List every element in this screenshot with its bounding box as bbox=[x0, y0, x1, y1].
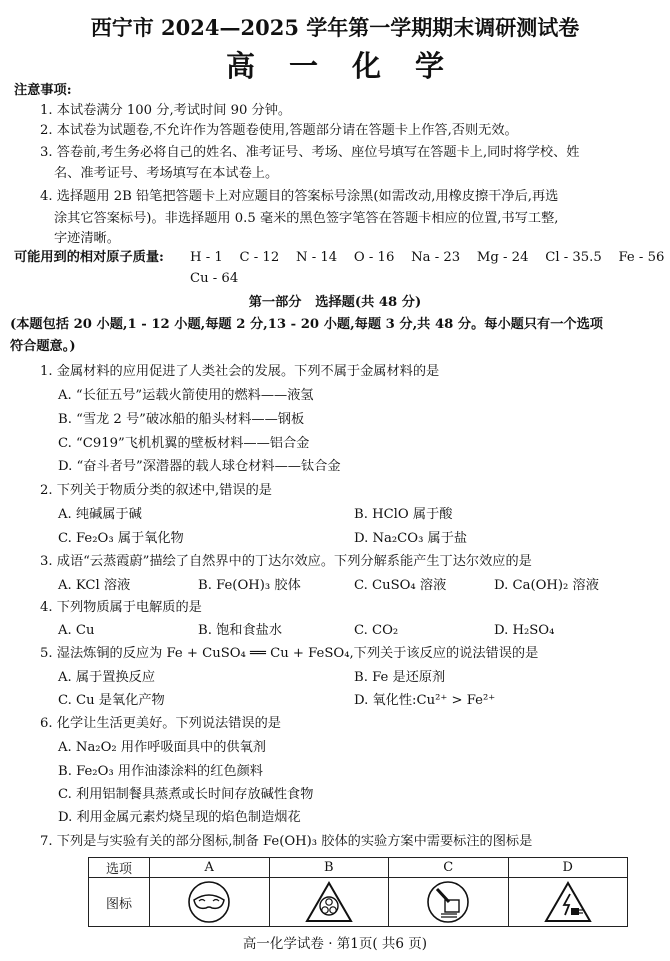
question-2-option-a: A. 纯碱属于碱 bbox=[58, 507, 142, 522]
question-2-option-b: B. HClO 属于酸 bbox=[354, 507, 453, 522]
question-5-option-c: C. Cu 是氧化产物 bbox=[58, 693, 165, 708]
question-3-option-d: D. Ca(OH)₂ 溶液 bbox=[494, 578, 599, 593]
question-6-option-c: C. 利用铝制餐具蒸煮或长时间存放碱性食物 bbox=[58, 787, 314, 802]
page-footer: 高一化学试卷 · 第1页( 共6 页) bbox=[242, 936, 428, 952]
question-5-option-a: A. 属于置换反应 bbox=[58, 670, 156, 685]
atomic-mass-values: H - 1 C - 12 N - 14 O - 16 Na - 23 Mg - 24 Cl - 35.5 Fe - 56 bbox=[190, 250, 665, 265]
question-2-option-c: C. Fe₂O₃ 属于氧化物 bbox=[58, 531, 184, 546]
question-4-option-b: B. 饱和食盐水 bbox=[198, 623, 283, 638]
question-4-option-c: C. CO₂ bbox=[354, 623, 399, 638]
notice-item: 1. 本试卷满分 100 分,考试时间 90 分钟。 bbox=[40, 103, 292, 118]
question-5-option-d: D. 氧化性:Cu²⁺ > Fe²⁺ bbox=[354, 693, 496, 708]
notice-item: 字迹清晰。 bbox=[54, 231, 120, 246]
icon-table-col-a: A bbox=[150, 858, 270, 878]
question-1-option-a: A. “长征五号”运载火箭使用的燃料——液氢 bbox=[58, 388, 314, 403]
question-5-stem: 5. 湿法炼铜的反应为 Fe + CuSO₄ ══ Cu + FeSO₄,下列关于该反应的说法错误的是 bbox=[40, 646, 539, 661]
ventilation-icon bbox=[302, 880, 356, 924]
question-5-option-b: B. Fe 是还原剂 bbox=[354, 670, 446, 685]
icon-table-header-label: 选项 bbox=[89, 858, 150, 878]
notice-heading: 注意事项: bbox=[14, 83, 72, 98]
atomic-mass-values-2: Cu - 64 bbox=[190, 271, 239, 286]
icon-table-row-label: 图标 bbox=[89, 878, 150, 927]
question-1-option-c: C. “C919”飞机机翼的壁板材料——铝合金 bbox=[58, 436, 310, 451]
question-1-option-d: D. “奋斗者号”深潜器的载人球仓材料——钛合金 bbox=[58, 459, 341, 474]
question-2-option-d: D. Na₂CO₃ 属于盐 bbox=[354, 531, 468, 546]
question-4-option-a: A. Cu bbox=[58, 623, 95, 638]
exam-title: 西宁市 2024—2025 学年第一学期期末调研测试卷 bbox=[90, 15, 580, 40]
atomic-mass-label: 可能用到的相对原子质量: bbox=[14, 250, 164, 265]
goggles-icon bbox=[182, 880, 236, 924]
question-1-stem: 1. 金属材料的应用促进了人类社会的发展。下列不属于金属材料的是 bbox=[40, 364, 440, 379]
question-3-option-c: C. CuSO₄ 溶液 bbox=[354, 578, 447, 593]
question-6-option-d: D. 利用金属元素灼烧呈现的焰色制造烟花 bbox=[58, 810, 301, 825]
question-7-stem: 7. 下列是与实验有关的部分图标,制备 Fe(OH)₃ 胶体的实验方案中需要标注的图标是 bbox=[40, 834, 533, 849]
hot-surface-icon bbox=[421, 880, 475, 924]
notice-item: 2. 本试卷为试题卷,不允许作为答题卷使用,答题部分请在答题卡上作答,否则无效。 bbox=[40, 123, 518, 138]
part1-heading: 第一部分 选择题(共 48 分) bbox=[248, 295, 422, 310]
part1-intro: (本题包括 20 小题,1 - 12 小题,每题 2 分,13 - 20 小题,每题 3 分,共 48 分。每小题只有一个选项 bbox=[10, 317, 603, 332]
notice-item: 3. 答卷前,考生务必将自己的姓名、准考证号、考场、座位号填写在答题卡上,同时将学校、姓 bbox=[40, 145, 580, 160]
icon-table-col-d: D bbox=[508, 858, 628, 878]
icon-table-col-b: B bbox=[269, 858, 389, 878]
part1-intro-2: 符合题意。) bbox=[10, 339, 76, 354]
subject-title: 高一化学 bbox=[225, 49, 478, 83]
question-3-option-b: B. Fe(OH)₃ 胶体 bbox=[198, 578, 301, 593]
icon-table bbox=[88, 857, 628, 927]
electric-hazard-icon bbox=[541, 880, 595, 924]
question-2-stem: 2. 下列关于物质分类的叙述中,错误的是 bbox=[40, 483, 272, 498]
question-6-option-a: A. Na₂O₂ 用作呼吸面具中的供氧剂 bbox=[58, 740, 266, 755]
question-6-option-b: B. Fe₂O₃ 用作油漆涂料的红色颜料 bbox=[58, 764, 263, 779]
question-1-option-b: B. “雪龙 2 号”破冰船的船头材料——钢板 bbox=[58, 412, 305, 427]
notice-item: 涂其它答案标号)。非选择题用 0.5 毫米的黑色签字笔答在答题卡相应的位置,书写工整, bbox=[54, 211, 559, 226]
question-4-stem: 4. 下列物质属于电解质的是 bbox=[40, 600, 202, 615]
notice-item: 名、准考证号、考场填写在本试卷上。 bbox=[54, 166, 279, 181]
notice-item: 4. 选择题用 2B 铅笔把答题卡上对应题目的答案标号涂黑(如需改动,用橡皮擦干净后,再选 bbox=[40, 189, 559, 204]
question-4-option-d: D. H₂SO₄ bbox=[494, 623, 555, 638]
question-3-stem: 3. 成语“云蒸霞蔚”描绘了自然界中的丁达尔效应。下列分解系能产生丁达尔效应的是 bbox=[40, 554, 532, 569]
icon-table-col-c: C bbox=[389, 858, 509, 878]
question-3-option-a: A. KCl 溶液 bbox=[58, 578, 131, 593]
question-6-stem: 6. 化学让生活更美好。下列说法错误的是 bbox=[40, 716, 281, 731]
